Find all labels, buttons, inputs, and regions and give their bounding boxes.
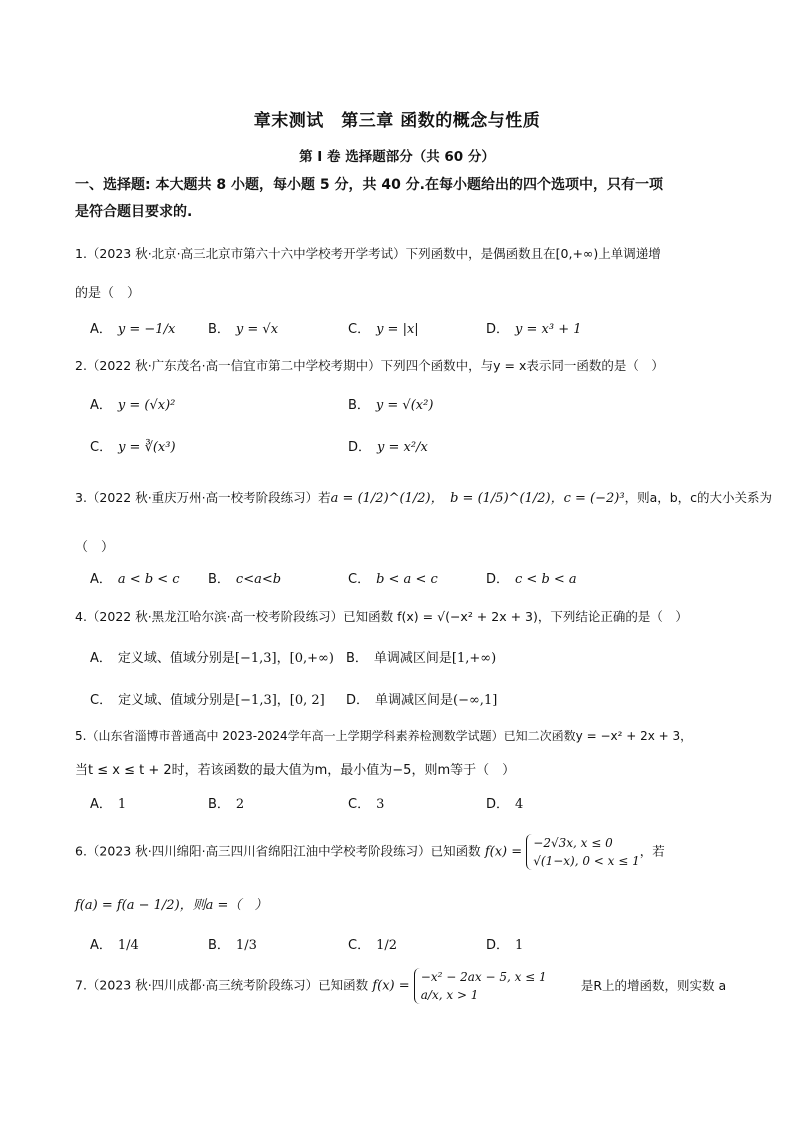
option-text: 3 (376, 797, 385, 812)
option-text: 1/3 (235, 938, 257, 953)
question-5-option-a (90, 793, 126, 812)
option-label: D． (346, 693, 370, 708)
question-1-option-b (208, 318, 278, 337)
option-label: C． (90, 440, 113, 455)
option-text: y = ∛(x³) (118, 440, 176, 455)
option-label: A． (90, 797, 112, 812)
option-label: A． (90, 572, 112, 587)
option-label: D． (348, 440, 372, 455)
question-3-tail: ，则a，b，c的大小关系为 (624, 490, 773, 505)
option-label: D． (486, 938, 510, 953)
question-4-option-c (90, 689, 325, 708)
piece-2: √(1−x), 0 < x ≤ 1 (533, 854, 640, 868)
question-3-expression: a = (1/2)^(1/2)， b = (1/5)^(1/2)，c = (−2)³ (330, 491, 625, 506)
option-text: y = x³ + 1 (515, 322, 582, 337)
option-text: 单调减区间是[1,+∞) (373, 651, 497, 666)
question-4-text: 4.（2022 秋·黑龙江哈尔滨·高一校考阶段练习）已知函数 f(x) = √(−x² + 2x + 3)，下列结论正确的是（ ） (75, 609, 688, 624)
question-4-option-b (346, 647, 496, 666)
option-text: y = x²/x (377, 440, 428, 455)
option-text: y = −1/x (117, 322, 176, 337)
question-1-text: 1.（2023 秋·北京·高三北京市第六十六中学校考开学考试）下列函数中，是偶函数且在[0,+∞)上单调递增 (75, 246, 661, 261)
option-label: C． (90, 693, 113, 708)
question-5-option-b (208, 793, 244, 812)
option-text: y = (√x)² (117, 398, 176, 413)
question-6-option-a (90, 934, 139, 953)
question-5-stem-line2: 当t ≤ x ≤ t + 2时，若该函数的最大值为m，最小值为−5，则m等于（ ） (75, 763, 516, 778)
option-text: y = |x| (376, 322, 419, 337)
question-3-option-d (486, 568, 577, 587)
option-text: y = √(x²) (375, 398, 434, 413)
option-text: 1 (515, 938, 524, 953)
option-label: B． (208, 797, 230, 812)
question-2-option-c (90, 436, 176, 455)
question-2-text: 2.（2022 秋·广东茂名·高一信宜市第二中学校考期中）下列四个函数中，与y = x表示同一函数的是（ ） (75, 358, 664, 373)
question-1-option-d (486, 318, 582, 337)
option-label: A． (90, 938, 112, 953)
question-7-function-name: f(x) = (372, 978, 410, 994)
option-label: B． (346, 651, 368, 666)
section-heading-line1: 一、选择题: 本大题共 8 小题，每小题 5 分，共 40 分.在每小题给出的四个选项中，只有一项 (75, 177, 663, 193)
option-label: B． (208, 572, 230, 587)
option-label: A． (90, 398, 112, 413)
option-label: D． (486, 797, 510, 812)
question-5-option-d (486, 793, 523, 812)
question-6-piecewise (526, 834, 640, 870)
option-text: y = √x (235, 322, 279, 337)
option-text: 定义域、值域分别是[−1,3]，[0,+∞) (117, 651, 334, 666)
question-4-option-d (346, 689, 497, 708)
question-4-option-a (90, 647, 334, 666)
option-text: 1/4 (117, 938, 139, 953)
question-6-function-name: f(x) = (484, 844, 523, 860)
option-label: A． (90, 322, 112, 337)
option-label: D． (486, 572, 510, 587)
question-6-stem-line2 (75, 894, 267, 913)
option-text: c < b < a (515, 572, 577, 587)
question-5-stem (75, 725, 725, 747)
option-label: B． (348, 398, 370, 413)
question-3-stem (75, 487, 773, 510)
option-text: a < b < c (117, 572, 180, 587)
option-text: 1 (117, 797, 127, 812)
question-6-text: 6.（2023 秋·四川绵阳·高三四川省绵阳江油中学校考阶段练习）已知函数 (75, 843, 481, 859)
question-7-text: 7.（2023 秋·四川成都·高三统考阶段练习）已知函数 (75, 977, 369, 993)
question-1-option-a (90, 318, 175, 337)
question-5-text: 5.（山东省淄博市普通高中 2023-2024学年高一上学期学科素养检测数学试题）已知二次函数y = −x² + 2x + 3， (75, 729, 693, 743)
option-text: 1/2 (376, 938, 397, 953)
question-6-option-b (208, 934, 257, 953)
option-label: C． (348, 322, 371, 337)
option-label: B． (208, 938, 230, 953)
option-text: 定义域、值域分别是[−1,3]，[0, 2] (118, 693, 325, 708)
question-7-stem (75, 968, 725, 1004)
question-7-piecewise (414, 968, 547, 1004)
question-3-option-b (208, 568, 281, 587)
question-1-option-c (348, 318, 419, 337)
page-subtitle: 第 I 卷 选择题部分（共 60 分） (299, 149, 495, 165)
option-label: C． (348, 938, 371, 953)
piece-2: a/x, x > 1 (420, 988, 479, 1002)
question-1-stem (75, 243, 725, 266)
option-text: b < a < c (376, 572, 438, 587)
question-2-option-a (90, 394, 175, 413)
question-6-equation: f(a) = f(a − 1/2)，则a =（ ） (75, 898, 268, 913)
option-text: c<a<b (235, 572, 282, 587)
question-6-tail: ，若 (639, 843, 665, 859)
option-label: C． (348, 797, 371, 812)
question-3-option-c (348, 568, 438, 587)
question-3-option-a (90, 568, 180, 587)
question-6-stem (75, 834, 725, 870)
question-2-option-d (348, 436, 428, 455)
question-2-stem (75, 355, 725, 378)
option-label: C． (348, 572, 371, 587)
option-text: 2 (235, 797, 245, 812)
question-4-stem (75, 606, 725, 629)
question-7-tail: 是R上的增函数，则实数 a (580, 977, 727, 993)
piece-1: −2√3x, x ≤ 0 (533, 836, 613, 850)
option-label: D． (486, 322, 510, 337)
question-3-text: 3.（2022 秋·重庆万州·高一校考阶段练习）若 (75, 490, 331, 505)
question-6-option-d (486, 934, 523, 953)
question-5-option-c (348, 793, 384, 812)
section-heading-line2: 是符合题目要求的. (75, 204, 193, 220)
question-2-option-b (348, 394, 433, 413)
option-label: B． (208, 322, 230, 337)
option-text: 单调减区间是(−∞,1] (375, 693, 498, 708)
question-6-option-c (348, 934, 397, 953)
option-text: 4 (515, 797, 524, 812)
option-label: A． (90, 651, 112, 666)
question-3-stem-line2: （ ） (75, 540, 115, 555)
page-title: 章末测试 第三章 函数的概念与性质 (253, 111, 541, 131)
question-1-stem-line2: 的是（ ） (75, 286, 141, 301)
piece-1: −x² − 2ax − 5, x ≤ 1 (420, 970, 547, 984)
